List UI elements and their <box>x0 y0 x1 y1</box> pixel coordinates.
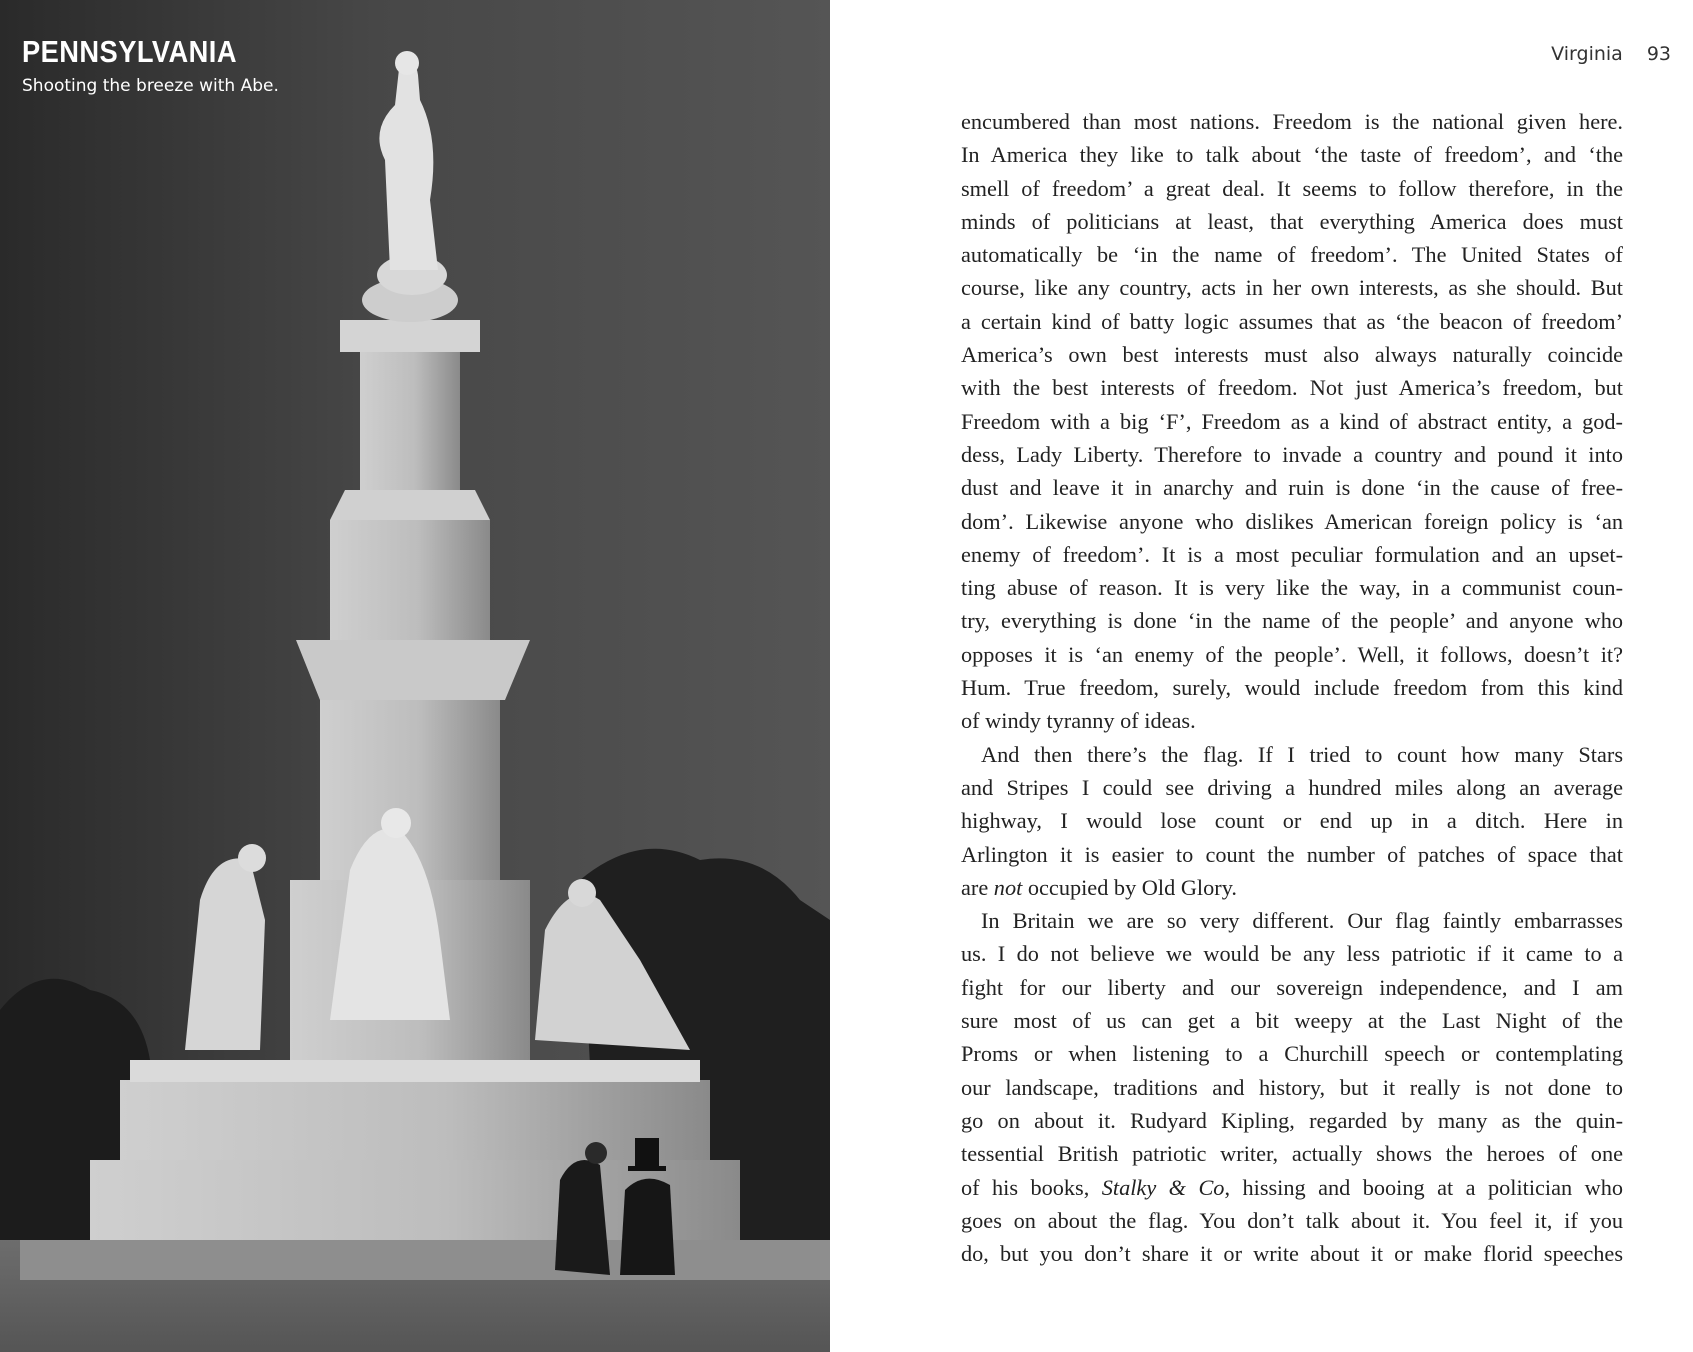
caption-title: PENNSYLVANIA <box>22 34 237 69</box>
italic-word: not <box>993 874 1023 900</box>
text-fragment: are <box>961 874 989 900</box>
text-page <box>830 0 1693 1352</box>
text-line: Hum. True freedom, surely, would include freedom from this kind <box>961 675 1623 701</box>
text-line: In Britain we are so very different. Our flag faintly embarrasses <box>981 908 1623 934</box>
text-line <box>961 1171 1623 1204</box>
text-line: us. I do not believe we would be any less patriotic if it came to a <box>961 941 1623 967</box>
text-line: dom’. Likewise anyone who dislikes American foreign policy is ‘an <box>961 508 1623 534</box>
text-line: try, everything is done ‘in the name of the people’ and anyone who <box>961 608 1623 634</box>
text-line: Proms or when listening to a Churchill speech or contemplating <box>961 1041 1623 1067</box>
text-line: highway, I would lose count or end up in a ditch. Here in <box>961 808 1623 834</box>
text-line: our landscape, traditions and history, but it really is not done to <box>961 1074 1623 1100</box>
text-line: dust and leave it in anarchy and ruin is done ‘in the cause of free- <box>961 475 1623 501</box>
text-line: ting abuse of reason. It is very like the way, in a communist coun- <box>961 575 1623 601</box>
running-head <box>1551 43 1671 65</box>
text-line: go on about it. Rudyard Kipling, regarded by many as the quin- <box>961 1107 1623 1133</box>
text-line: sure most of us can get a bit weepy at the Last Night of the <box>961 1008 1623 1034</box>
chapter-title: Virginia <box>1551 43 1623 65</box>
text-line: with the best interests of freedom. Not just America’s freedom, but <box>961 375 1623 401</box>
text-line: a certain kind of batty logic assumes that as ‘the beacon of freedom’ <box>961 308 1623 334</box>
text-line: In America they like to talk about ‘the taste of freedom’, and ‘the <box>961 142 1623 168</box>
text-line: tessential British patriotic writer, actually shows the heroes of one <box>961 1141 1623 1167</box>
text-line: dess, Lady Liberty. Therefore to invade a country and pound it into <box>961 441 1623 467</box>
body-text <box>961 105 1623 1270</box>
text-line: of windy tyranny of ideas. <box>961 708 1196 734</box>
text-line: Arlington it is easier to count the number of patches of space that <box>961 841 1623 867</box>
photo-caption <box>22 34 279 96</box>
caption-text: Shooting the breeze with Abe. <box>22 76 279 96</box>
book-title: Stalky & Co <box>1101 1174 1225 1200</box>
text-line: and Stripes I could see driving a hundred miles along an average <box>961 774 1623 800</box>
photo-page <box>0 0 830 1352</box>
text-line: And then there’s the flag. If I tried to count how many Stars <box>981 741 1623 767</box>
text-line: do, but you don’t share it or write about it or make florid speeches <box>961 1241 1623 1267</box>
text-fragment: occupied by Old Glory. <box>1027 874 1237 900</box>
monument-photo <box>0 0 830 1352</box>
text-line: smell of freedom’ a great deal. It seems to follow therefore, in the <box>961 175 1623 201</box>
text-fragment: of his books, <box>961 1174 1090 1200</box>
text-fragment: , hissing and booing at a politician who <box>1224 1174 1623 1200</box>
text-line: Freedom with a big ‘F’, Freedom as a kind of abstract entity, a god- <box>961 408 1623 434</box>
text-line: course, like any country, acts in her own interests, as she should. But <box>961 275 1623 301</box>
text-line <box>961 871 1623 904</box>
text-line: fight for our liberty and our sovereign independence, and I am <box>961 974 1623 1000</box>
text-line: America’s own best interests must also always naturally coincide <box>961 342 1623 368</box>
text-line: enemy of freedom’. It is a most peculiar formulation and an upset- <box>961 541 1623 567</box>
text-line: goes on about the flag. You don’t talk about it. You feel it, if you <box>961 1207 1623 1233</box>
text-line: minds of politicians at least, that everything America does must <box>961 208 1623 234</box>
text-line: opposes it is ‘an enemy of the people’. Well, it follows, doesn’t it? <box>961 641 1623 667</box>
text-line: automatically be ‘in the name of freedom’. The United States of <box>961 242 1623 268</box>
page-number: 93 <box>1646 43 1671 65</box>
text-line: encumbered than most nations. Freedom is the national given here. <box>961 109 1623 134</box>
